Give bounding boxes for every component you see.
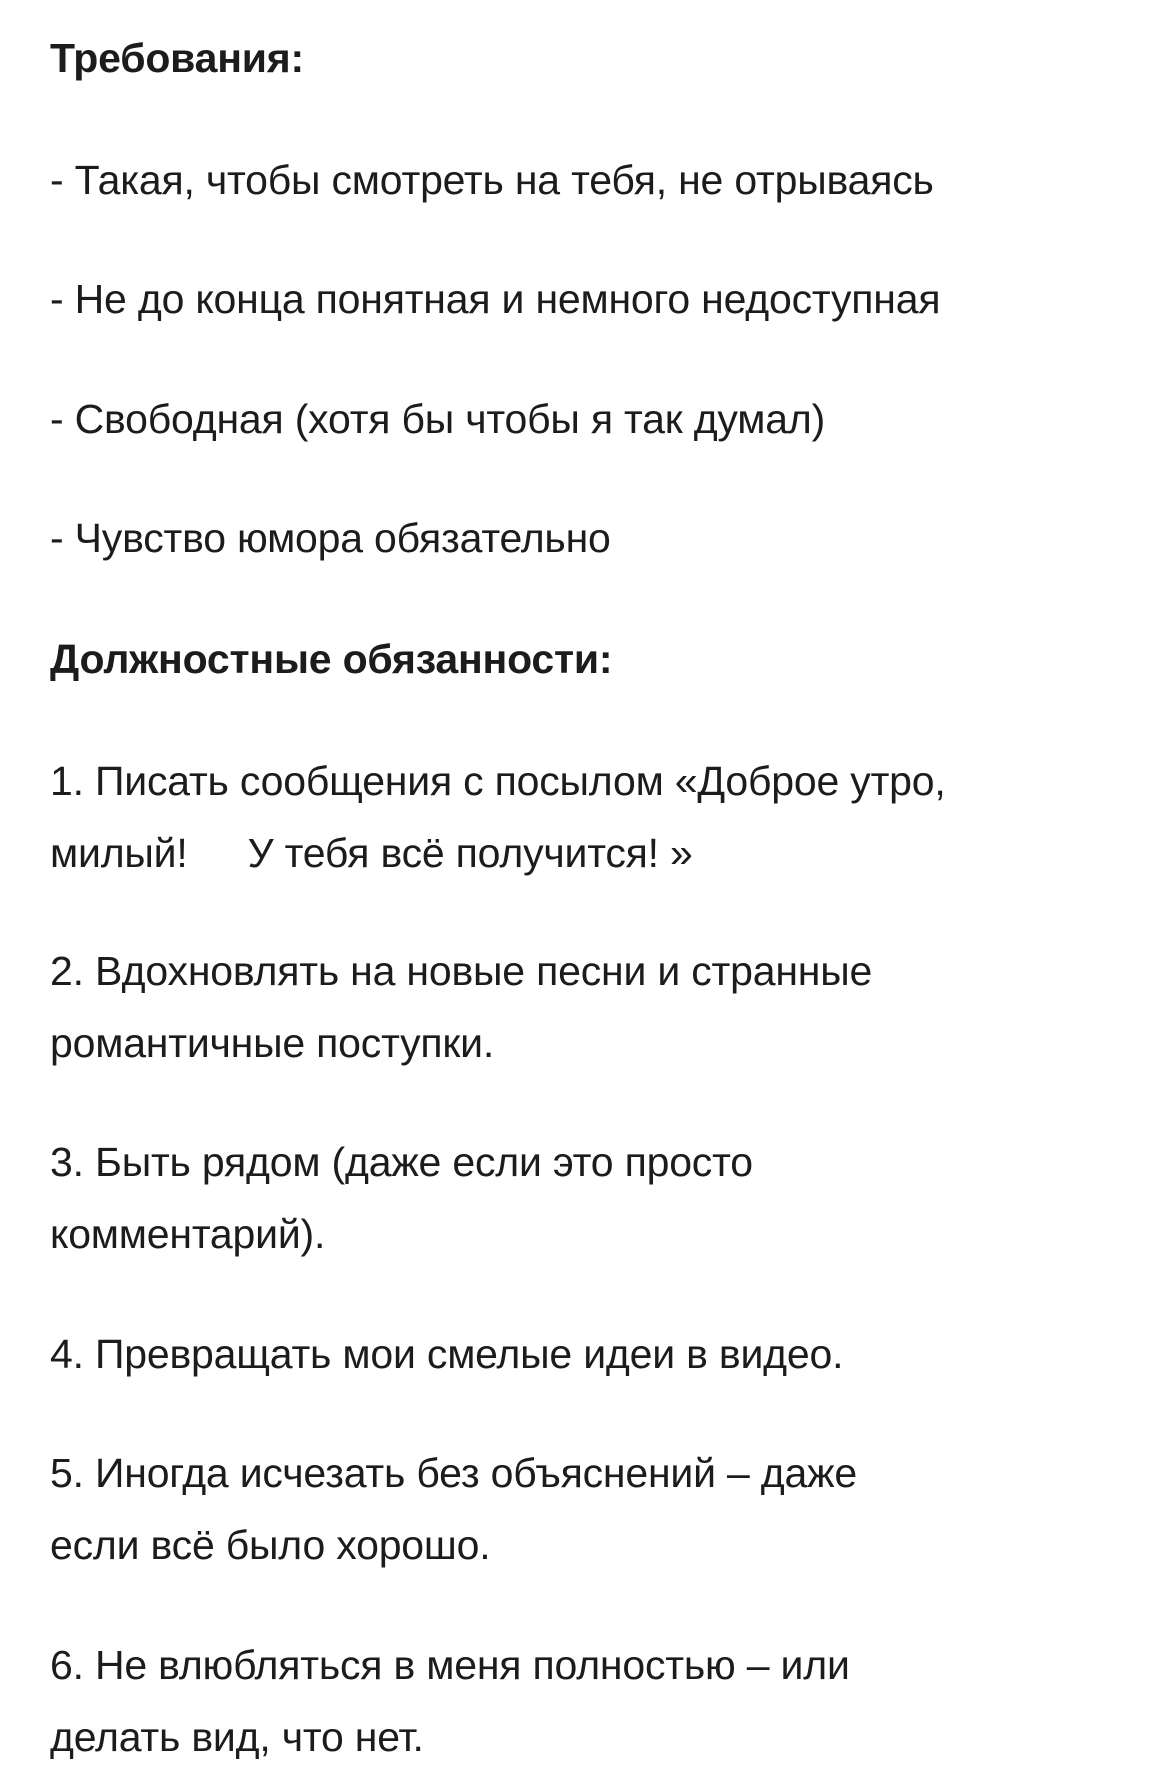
duty-item-line (50, 828, 693, 878)
duty-item-line: 5. Иногда исчезать без объяснений – даже (50, 1450, 857, 1496)
requirement-item: - Такая, чтобы смотреть на тебя, не отрываясь (50, 157, 934, 203)
duties-heading: Должностные обязанности: (50, 636, 613, 682)
requirement-item: - Свободная (хотя бы чтобы я так думал) (50, 396, 826, 442)
duty-text: милый! (50, 830, 188, 876)
requirement-item: - Чувство юмора обязательно (50, 515, 611, 561)
requirement-item: - Не до конца понятная и немного недоступная (50, 276, 941, 322)
duty-item-line: 2. Вдохновлять на новые песни и странные (50, 948, 873, 994)
duty-item-line: 4. Превращать мои смелые идеи в видео. (50, 1331, 844, 1377)
duty-item-line: делать вид, что нет. (50, 1714, 424, 1760)
duty-item-line: 6. Не влюбляться в меня полностью – или (50, 1642, 850, 1688)
duty-item-line: романтичные поступки. (50, 1020, 495, 1066)
requirements-heading: Требования: (50, 35, 304, 81)
duty-item-line: 1. Писать сообщения с посылом «Доброе утро, (50, 758, 946, 804)
duty-item-line: комментарий). (50, 1211, 326, 1257)
duty-item-line: 3. Быть рядом (даже если это просто (50, 1139, 753, 1185)
duty-text: У тебя всё получится! » (247, 830, 693, 876)
duty-item-line: если всё было хорошо. (50, 1522, 491, 1568)
